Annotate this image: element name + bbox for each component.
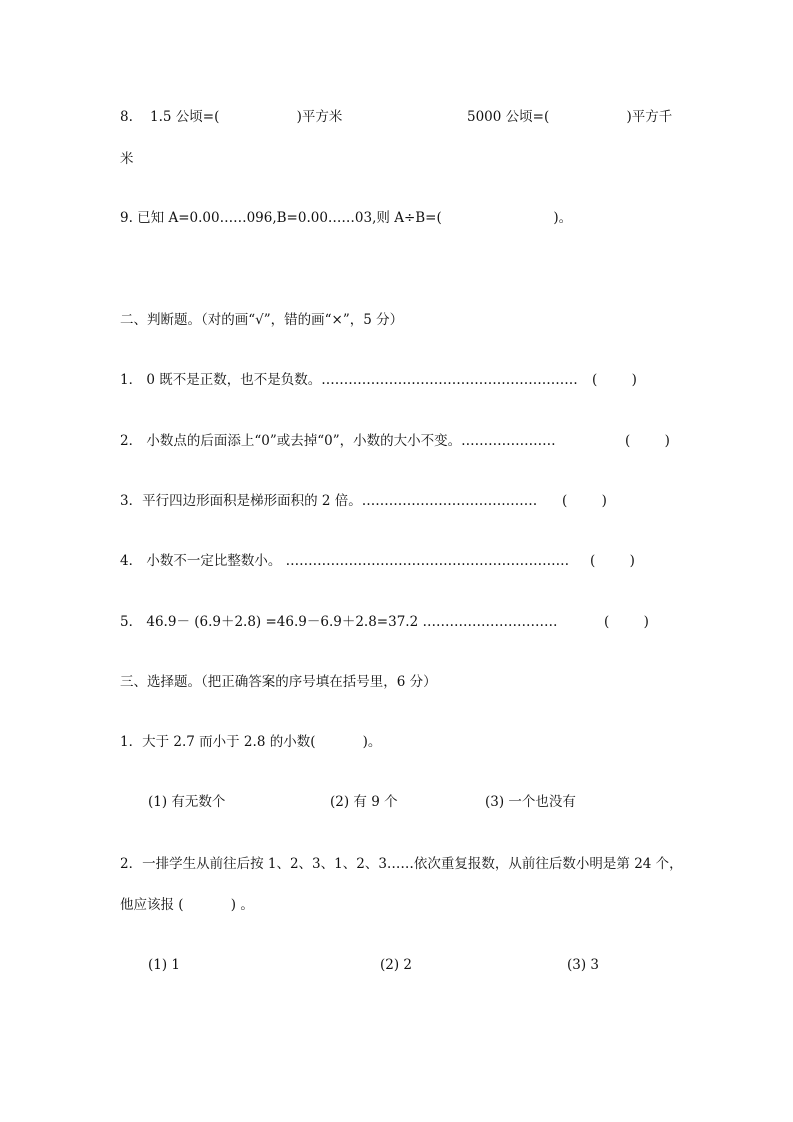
judge-item-4: 4． 小数不一定比整数小。 ……………………………………………………… bbox=[120, 553, 570, 569]
choice-q1-option-1: (1) 有无数个 bbox=[148, 794, 226, 810]
fill-blank-q8-part1: 8. 1.5 公顷=( )平方米 bbox=[120, 109, 343, 125]
section3-heading: 三、选择题。（把正确答案的序号填在括号里，6 分） bbox=[120, 674, 437, 690]
choice-q2-line1: 2．一排学生从前往后按 1、2、3、1、2、3……依次重复报数，从前往后数小明是第 24 个， bbox=[120, 856, 683, 872]
judge-answer-paren-5: ( ) bbox=[604, 614, 649, 630]
judge-item-2: 2． 小数点的后面添上“0”或去掉“0”，小数的大小不变。………………… bbox=[120, 433, 556, 449]
judge-answer-paren-4: ( ) bbox=[590, 553, 635, 569]
choice-q1: 1．大于 2.7 而小于 2.8 的小数( )。 bbox=[120, 734, 382, 750]
judge-item-1: 1． 0 既不是正数，也不是负数。………………………………………………… bbox=[120, 372, 578, 388]
choice-q1-option-2: (2) 有 9 个 bbox=[330, 794, 398, 810]
choice-q2-option-1: (1) 1 bbox=[148, 957, 181, 973]
choice-q2-option-2: (2) 2 bbox=[380, 957, 413, 973]
judge-item-3: 3．平行四边形面积是梯形面积的 2 倍。………………………………… bbox=[120, 493, 538, 509]
judge-answer-paren-1: ( ) bbox=[592, 372, 637, 388]
choice-q2-line2: 他应该报 ( ) 。 bbox=[120, 897, 254, 913]
judge-answer-paren-3: ( ) bbox=[562, 493, 607, 509]
judge-item-5: 5． 46.9－ (6.9＋2.8) =46.9－6.9＋2.8=37.2 ………………………… bbox=[120, 614, 558, 630]
fill-blank-q8-part2: 5000 公顷=( )平方千 bbox=[467, 109, 673, 125]
judge-answer-paren-2: ( ) bbox=[625, 433, 670, 449]
choice-q1-option-3: (3) 一个也没有 bbox=[485, 794, 576, 810]
fill-blank-q9: 9. 已知 A=0.00……096,B=0.00……03,则 A÷B=( )。 bbox=[120, 210, 573, 226]
choice-q2-option-3: (3) 3 bbox=[567, 957, 600, 973]
section2-heading: 二、判断题。（对的画“√”，错的画“×”，5 分） bbox=[120, 312, 404, 328]
fill-blank-q8-wrap: 米 bbox=[120, 151, 134, 167]
